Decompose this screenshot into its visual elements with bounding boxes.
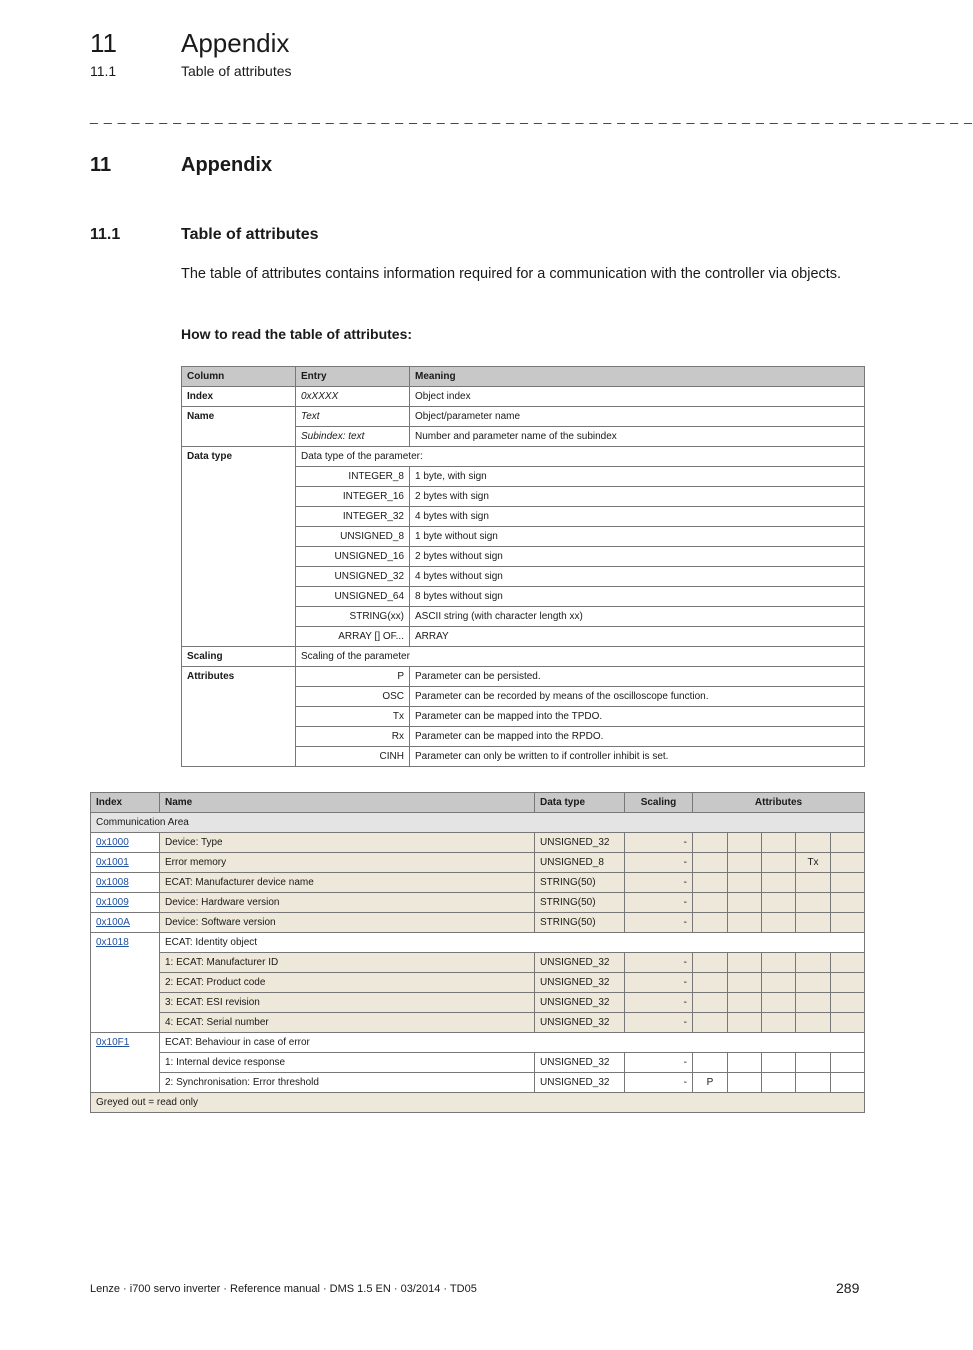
objects-table (90, 792, 865, 1113)
attr-cell (831, 1073, 865, 1093)
legend-description: Scaling of the parameter (296, 647, 865, 667)
name-cell: 1: Internal device response (160, 1053, 535, 1073)
legend-meaning: 4 bytes without sign (410, 567, 865, 587)
index-cell (91, 873, 160, 893)
footnote-row (91, 1093, 865, 1113)
legend-header-column: Column (182, 367, 296, 387)
table-row (91, 1053, 865, 1073)
legend-row (182, 387, 865, 407)
legend-entry: CINH (296, 747, 410, 767)
attr-cell (693, 833, 728, 853)
legend-row (182, 667, 865, 687)
attr-cell (831, 973, 865, 993)
attr-cell (796, 833, 831, 853)
attr-cell (831, 893, 865, 913)
name-cell: Device: Software version (160, 913, 535, 933)
legend-meaning: ARRAY (410, 627, 865, 647)
attr-cell (728, 953, 762, 973)
attr-cell (796, 973, 831, 993)
attr-cell (831, 913, 865, 933)
legend-meaning: 1 byte, with sign (410, 467, 865, 487)
attr-cell (693, 893, 728, 913)
legend-meaning: Parameter can be mapped into the RPDO. (410, 727, 865, 747)
attr-cell (762, 1053, 796, 1073)
name-cell: 3: ECAT: ESI revision (160, 993, 535, 1013)
table-row (91, 1013, 865, 1033)
attr-cell (728, 973, 762, 993)
legend-entry: P (296, 667, 410, 687)
legend-meaning: Parameter can be mapped into the TPDO. (410, 707, 865, 727)
attr-cell (762, 833, 796, 853)
attr-cell (796, 1073, 831, 1093)
attr-cell: Tx (796, 853, 831, 873)
group-name-cell: ECAT: Identity object (160, 933, 865, 953)
attr-cell (796, 953, 831, 973)
legend-entry: UNSIGNED_32 (296, 567, 410, 587)
legend-meaning: Parameter can only be written to if controller inhibit is set. (410, 747, 865, 767)
attr-cell (728, 1053, 762, 1073)
attr-cell (796, 893, 831, 913)
heading1-number: 11 (90, 154, 112, 176)
index-cell (91, 853, 160, 873)
attr-cell (831, 853, 865, 873)
table-row (91, 993, 865, 1013)
index-cell (91, 1033, 160, 1093)
attr-cell (762, 873, 796, 893)
legend-meaning: 2 bytes without sign (410, 547, 865, 567)
legend-label: Data type (182, 447, 296, 647)
table-row (91, 1033, 865, 1053)
attr-cell (796, 873, 831, 893)
attr-cell (693, 873, 728, 893)
type-cell: UNSIGNED_8 (535, 853, 625, 873)
table-row (91, 953, 865, 973)
attr-cell (796, 993, 831, 1013)
scaling-cell: - (625, 973, 693, 993)
scaling-cell: - (625, 853, 693, 873)
attr-cell (693, 913, 728, 933)
legend-header-meaning: Meaning (410, 367, 865, 387)
legend-entry: ARRAY [] OF... (296, 627, 410, 647)
legend-meaning: 1 byte without sign (410, 527, 865, 547)
legend-description: Data type of the parameter: (296, 447, 865, 467)
legend-header-row (182, 367, 865, 387)
name-cell: 1: ECAT: Manufacturer ID (160, 953, 535, 973)
legend-entry: UNSIGNED_16 (296, 547, 410, 567)
heading2-number: 11.1 (90, 226, 121, 243)
scaling-cell: - (625, 993, 693, 1013)
attr-cell (831, 833, 865, 853)
table-row (91, 893, 865, 913)
legend-entry: STRING(xx) (296, 607, 410, 627)
scaling-cell: - (625, 833, 693, 853)
attr-cell (831, 953, 865, 973)
page-footer: Lenze · i700 servo inverter · Reference manual · DMS 1.5 EN · 03/2014 · TD05 (90, 1283, 477, 1295)
legend-entry: INTEGER_32 (296, 507, 410, 527)
heading1-title: Appendix (181, 154, 273, 176)
attr-cell (762, 993, 796, 1013)
name-cell: ECAT: Manufacturer device name (160, 873, 535, 893)
header-section-number: 11.1 (90, 63, 117, 79)
legend-meaning: ASCII string (with character length xx) (410, 607, 865, 627)
attr-cell (762, 913, 796, 933)
legend-meaning: Parameter can be recorded by means of the oscilloscope function. (410, 687, 865, 707)
index-cell (91, 933, 160, 1033)
attr-cell (796, 1013, 831, 1033)
attr-cell (728, 913, 762, 933)
scaling-cell: - (625, 1013, 693, 1033)
type-cell: UNSIGNED_32 (535, 1013, 625, 1033)
objects-header-type: Data type (535, 793, 625, 813)
header-section-title: Table of attributes (181, 63, 292, 79)
index-link[interactable]: 0x1018 (96, 937, 129, 948)
index-cell (91, 893, 160, 913)
type-cell: UNSIGNED_32 (535, 1073, 625, 1093)
legend-entry: Rx (296, 727, 410, 747)
index-cell (91, 913, 160, 933)
attr-cell (728, 993, 762, 1013)
legend-label: Scaling (182, 647, 296, 667)
attr-cell (796, 1053, 831, 1073)
name-cell: 4: ECAT: Serial number (160, 1013, 535, 1033)
type-cell: UNSIGNED_32 (535, 833, 625, 853)
area-row (91, 813, 865, 833)
legend-meaning: Object index (410, 387, 865, 407)
index-link[interactable]: 0x1009 (96, 897, 129, 908)
scaling-cell: - (625, 913, 693, 933)
name-cell: 2: Synchronisation: Error threshold (160, 1073, 535, 1093)
objects-header-row (91, 793, 865, 813)
legend-meaning: Parameter can be persisted. (410, 667, 865, 687)
index-link[interactable]: 0x1008 (96, 877, 129, 888)
type-cell: UNSIGNED_32 (535, 1053, 625, 1073)
scaling-cell: - (625, 873, 693, 893)
attr-cell (762, 893, 796, 913)
legend-meaning: Number and parameter name of the subindex (410, 427, 865, 447)
table-row (91, 853, 865, 873)
objects-header-name: Name (160, 793, 535, 813)
attr-cell (762, 1013, 796, 1033)
attr-cell (762, 1073, 796, 1093)
heading2-title: Table of attributes (181, 226, 319, 243)
scaling-cell: - (625, 953, 693, 973)
scaling-cell: - (625, 1053, 693, 1073)
footnote: Greyed out = read only (91, 1093, 865, 1113)
objects-header-attributes: Attributes (693, 793, 865, 813)
attr-cell (728, 853, 762, 873)
name-cell: Device: Hardware version (160, 893, 535, 913)
index-link[interactable]: 0x100A (96, 917, 130, 928)
legend-header-entry: Entry (296, 367, 410, 387)
index-link[interactable]: 0x10F1 (96, 1037, 130, 1048)
table-row (91, 833, 865, 853)
legend-meaning: 8 bytes without sign (410, 587, 865, 607)
name-cell: Error memory (160, 853, 535, 873)
attr-cell (693, 1013, 728, 1033)
area-label: Communication Area (91, 813, 865, 833)
header-separator: _ _ _ _ _ _ _ _ _ _ _ _ _ _ _ _ _ _ _ _ _ _ _ _ _ _ _ _ _ _ _ _ _ _ _ _ _ _ _ _ _ _ _ _ _ _ _ _ _ _ _ _ _ _ _ _ _ _ _ _ _ _ _ _ (90, 108, 973, 124)
legend-row (182, 447, 865, 467)
type-cell: UNSIGNED_32 (535, 973, 625, 993)
index-link[interactable]: 0x1000 (96, 837, 129, 848)
table-row (91, 873, 865, 893)
attr-cell (728, 1073, 762, 1093)
attr-cell (796, 913, 831, 933)
index-cell (91, 833, 160, 853)
legend-table (181, 366, 865, 767)
header-chapter-title: Appendix (181, 28, 290, 58)
objects-header-scaling: Scaling (625, 793, 693, 813)
attr-cell (728, 1013, 762, 1033)
attr-cell (831, 993, 865, 1013)
table-row (91, 973, 865, 993)
attr-cell (728, 833, 762, 853)
legend-entry: INTEGER_16 (296, 487, 410, 507)
legend-entry: UNSIGNED_8 (296, 527, 410, 547)
legend-entry: Subindex: text (296, 427, 410, 447)
legend-label: Attributes (182, 667, 296, 767)
header-chapter-number: 11 (90, 28, 117, 58)
group-name-cell: ECAT: Behaviour in case of error (160, 1033, 865, 1053)
scaling-cell: - (625, 893, 693, 913)
legend-entry: 0xXXXX (296, 387, 410, 407)
attr-cell (831, 1053, 865, 1073)
legend-row (182, 647, 865, 667)
name-cell: Device: Type (160, 833, 535, 853)
attr-cell (693, 973, 728, 993)
attr-cell (831, 873, 865, 893)
type-cell: STRING(50) (535, 893, 625, 913)
legend-meaning: 4 bytes with sign (410, 507, 865, 527)
index-link[interactable]: 0x1001 (96, 857, 129, 868)
attr-cell: P (693, 1073, 728, 1093)
attr-cell (693, 993, 728, 1013)
legend-entry: Tx (296, 707, 410, 727)
legend-meaning: Object/parameter name (410, 407, 865, 427)
attr-cell (762, 953, 796, 973)
type-cell: STRING(50) (535, 913, 625, 933)
attr-cell (762, 973, 796, 993)
legend-entry: INTEGER_8 (296, 467, 410, 487)
attr-cell (693, 1053, 728, 1073)
scaling-cell: - (625, 1073, 693, 1093)
page-number: 289 (836, 1280, 860, 1296)
type-cell: UNSIGNED_32 (535, 993, 625, 1013)
legend-entry: UNSIGNED_64 (296, 587, 410, 607)
name-cell: 2: ECAT: Product code (160, 973, 535, 993)
table-row (91, 933, 865, 953)
table-row (91, 1073, 865, 1093)
objects-header-index: Index (91, 793, 160, 813)
type-cell: STRING(50) (535, 873, 625, 893)
type-cell: UNSIGNED_32 (535, 953, 625, 973)
attr-cell (762, 853, 796, 873)
legend-label: Index (182, 387, 296, 407)
legend-row (182, 407, 865, 427)
howto-heading: How to read the table of attributes: (181, 326, 413, 342)
intro-paragraph: The table of attributes contains information required for a communication with the controller via objects. (181, 266, 842, 282)
attr-cell (831, 1013, 865, 1033)
attr-cell (693, 853, 728, 873)
attr-cell (728, 873, 762, 893)
attr-cell (728, 893, 762, 913)
legend-entry: OSC (296, 687, 410, 707)
table-row (91, 913, 865, 933)
legend-label: Name (182, 407, 296, 447)
legend-meaning: 2 bytes with sign (410, 487, 865, 507)
attr-cell (693, 953, 728, 973)
legend-entry: Text (296, 407, 410, 427)
